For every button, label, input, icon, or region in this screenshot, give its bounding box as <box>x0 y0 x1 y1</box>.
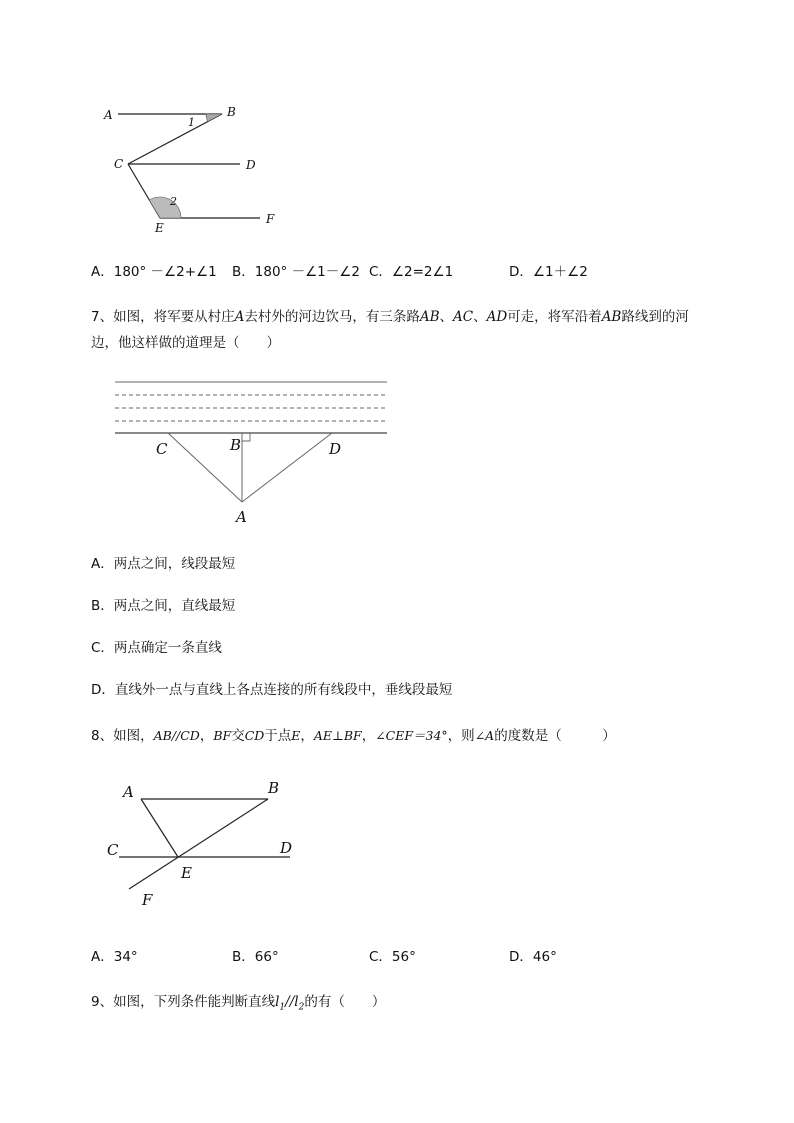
q8-label-E: E <box>181 864 192 882</box>
q7-stem-var: AC <box>453 309 474 325</box>
q9-sub-2: 2 <box>298 1002 305 1013</box>
q8-stem-part: 于点 <box>264 728 292 744</box>
q7-stem-line2: 边，他这样做的道理是（ ） <box>91 335 280 351</box>
q8-stem-math: CD <box>244 728 265 743</box>
q7-stem-line1 <box>91 305 689 325</box>
q7-stem-var: AB <box>419 309 440 325</box>
q8-option-b: B．66° <box>232 949 279 965</box>
q7-option-d: D．直线外一点与直线上各点连接的所有线段中，垂线段最短 <box>91 682 453 698</box>
q9-sub-1: 1 <box>279 1002 286 1013</box>
q8-label-A: A <box>123 783 134 801</box>
q7-option-c: C．两点确定一条直线 <box>91 640 222 656</box>
q6-label-D: D <box>246 158 256 172</box>
q8-stem-math: ∠CEF＝34° <box>375 728 448 743</box>
q8-option-d: D．46° <box>509 949 557 965</box>
q8-stem-part: 交 <box>231 728 245 744</box>
q7-option-b: B．两点之间，直线最短 <box>91 598 236 614</box>
q6-label-B: B <box>227 105 236 119</box>
q7-figure <box>110 375 395 525</box>
q6-option-c: C．∠2=2∠1 <box>369 264 454 280</box>
q8-stem-math: AB//CD <box>153 728 200 743</box>
q7-label-A: A <box>236 508 247 525</box>
q8-label-C: C <box>107 841 119 859</box>
q9-parallel: // <box>285 994 295 1010</box>
q8-label-F: F <box>142 891 153 909</box>
q8-stem-math: ∠A <box>474 728 495 743</box>
q8-stem-part: 8、如图， <box>91 728 154 744</box>
q8-stem-math: AE⊥BF <box>313 728 362 743</box>
q6-option-a: A．180° －∠2+∠1 <box>91 264 217 280</box>
q9-stem-part: 9、如图，下列条件能判断直线 <box>91 994 276 1010</box>
q8-stem-part: ， <box>361 728 376 744</box>
q7-stem-var: A <box>234 309 245 325</box>
q8-stem-math: E <box>291 728 301 743</box>
q8-stem-part: ， <box>300 728 314 744</box>
q6-label-F: F <box>266 212 275 226</box>
q7-option-a: A．两点之间，线段最短 <box>91 556 236 572</box>
q6-label-C: C <box>114 157 124 171</box>
q6-label-A: A <box>104 108 113 122</box>
q7-label-D: D <box>329 440 342 458</box>
q7-stem-part: 去村外的河边饮马，有三条路 <box>244 309 420 325</box>
q8-stem-part: ，则 <box>447 728 475 744</box>
q7-stem-var: AB <box>601 309 622 325</box>
q7-stem-part: 7、如图，将军要从村庄 <box>91 309 235 325</box>
q6-option-d: D．∠1＋∠2 <box>509 264 588 280</box>
q9-stem <box>91 990 385 1013</box>
q6-label-2: 2 <box>170 195 177 208</box>
q8-stem-math: BF <box>213 728 232 743</box>
q8-label-B: B <box>268 779 280 797</box>
q6-label-E: E <box>155 221 164 235</box>
q7-label-C: C <box>156 440 168 458</box>
q9-stem-part: 的有（ ） <box>304 994 386 1010</box>
q6-label-1: 1 <box>188 116 195 129</box>
q9-line-l2: l <box>294 994 299 1010</box>
q8-option-c: C．56° <box>369 949 416 965</box>
q8-stem <box>91 724 616 744</box>
q8-option-a: A．34° <box>91 949 138 965</box>
q7-stem-part: 、 <box>439 309 454 325</box>
q7-stem-part: 可走，将军沿着 <box>507 309 602 325</box>
q6-figure <box>95 95 295 240</box>
q8-stem-part: 的度数是（ ） <box>494 728 616 744</box>
q8-stem-part: ， <box>199 728 214 744</box>
q7-label-B: B <box>230 436 242 454</box>
q7-stem-var: AD <box>486 309 508 325</box>
q8-label-D: D <box>280 839 293 857</box>
q7-stem-part: 、 <box>473 309 487 325</box>
q6-option-b: B．180° －∠1－∠2 <box>232 264 360 280</box>
q7-stem-part: 路线到的河 <box>621 309 689 325</box>
q8-figure <box>100 775 310 915</box>
q9-line-l1: l <box>275 994 280 1010</box>
